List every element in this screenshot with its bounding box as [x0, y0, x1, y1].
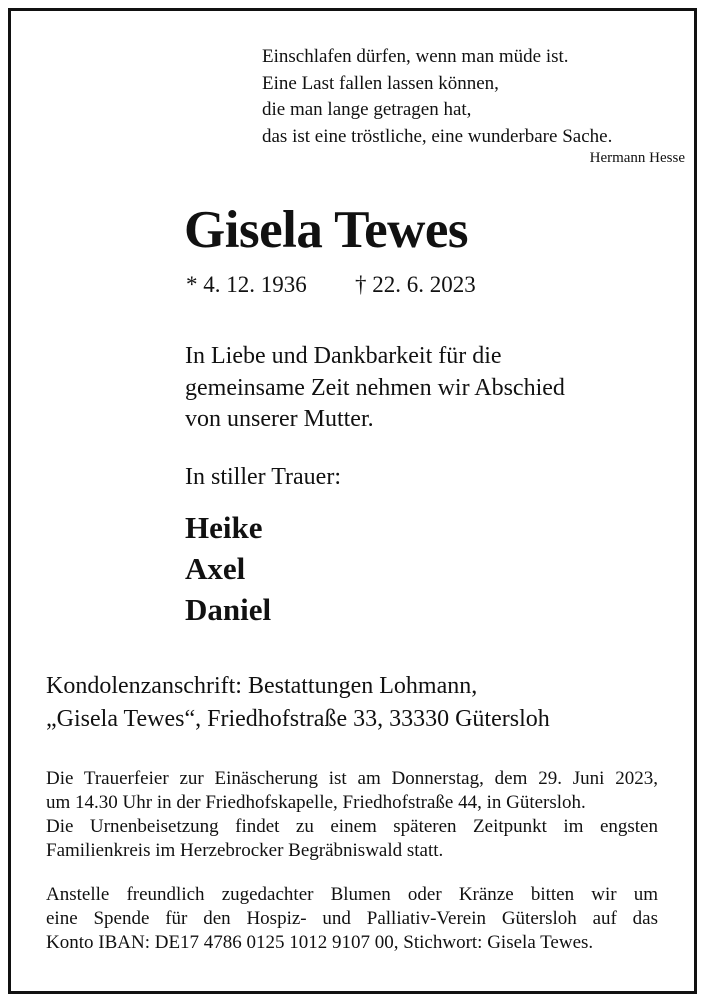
death-date: † 22. 6. 2023 — [355, 272, 476, 297]
poem-author: Hermann Hesse — [589, 150, 685, 166]
mourning-label: In stiller Trauer: — [185, 464, 341, 490]
dedication-line: In Liebe und Dankbarkeit für die — [185, 343, 502, 369]
donation-line: Konto IBAN: DE17 4786 0125 1012 9107 00, Stichwort: Gisela Tewes. — [46, 932, 594, 953]
ceremony-line: Die Urnenbeisetzung findet zu einem späteren Zeitpunkt im engsten — [46, 816, 658, 837]
condolence-address — [46, 670, 686, 736]
ceremony-line: um 14.30 Uhr in der Friedhofskapelle, Friedhofstraße 44, in Gütersloh. — [46, 792, 586, 813]
donation-line: eine Spende für den Hospiz- und Palliativ-Verein Gütersloh auf das — [46, 908, 658, 929]
mourner-name: Axel — [185, 551, 246, 586]
poem-line: die man lange getragen hat, — [262, 99, 472, 120]
dedication-line: gemeinsame Zeit nehmen wir Abschied — [185, 374, 565, 401]
dedication-text — [185, 341, 665, 436]
ceremony-line: Familienkreis im Herzebrocker Begräbniswald statt. — [46, 840, 444, 861]
mourners-list — [185, 507, 271, 630]
dedication-line: von unserer Mutter. — [185, 406, 374, 432]
condolence-line: Kondolenzanschrift: Bestattungen Lohmann, — [46, 673, 478, 699]
poem-line: das ist eine tröstliche, eine wunderbare Sache. — [262, 125, 613, 147]
donation-paragraph — [46, 883, 658, 955]
mourner-name: Daniel — [185, 592, 272, 627]
ceremony-line: Die Trauerfeier zur Einäscherung ist am Donnerstag, dem 29. Juni 2023, — [46, 768, 658, 789]
mourner-name: Heike — [185, 510, 263, 545]
ceremony-paragraph — [46, 767, 658, 863]
deceased-name: Gisela Tewes — [184, 201, 469, 259]
poem-line: Einschlafen dürfen, wenn man müde ist. — [262, 46, 569, 67]
condolence-line: „Gisela Tewes“, Friedhofstraße 33, 33330 Gütersloh — [46, 706, 550, 732]
poem-quote — [262, 44, 662, 150]
donation-line: Anstelle freundlich zugedachter Blumen oder Kränze bitten wir um — [46, 884, 658, 905]
birth-date: * 4. 12. 1936 — [186, 272, 307, 297]
poem-line: Eine Last fallen lassen können, — [262, 72, 499, 94]
